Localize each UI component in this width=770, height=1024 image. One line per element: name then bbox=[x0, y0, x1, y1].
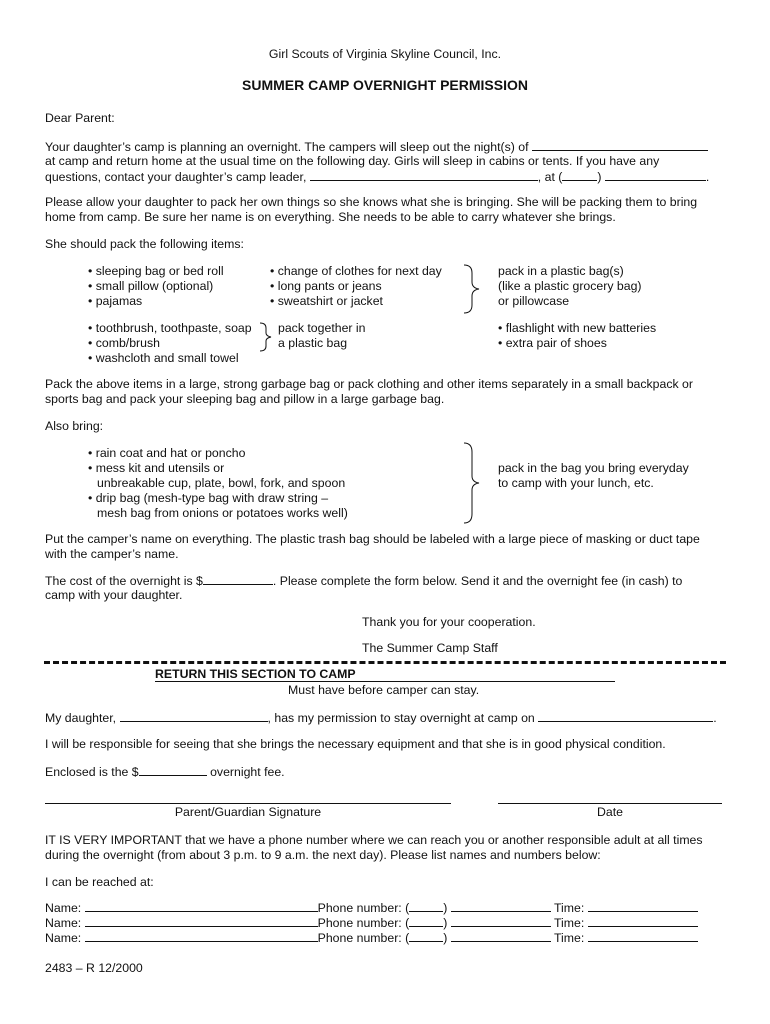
pack-intro: She should pack the following items: bbox=[45, 237, 244, 251]
p3-line1: Pack the above items in a large, strong garbage bag or pack clothing and other items separately in a small backpack or bbox=[45, 377, 693, 391]
contact-row bbox=[45, 900, 698, 916]
list-item: • flashlight with new batteries bbox=[498, 321, 657, 335]
phone-label: Phone number: ( bbox=[317, 916, 410, 930]
contact-row bbox=[45, 930, 698, 946]
area-code-field[interactable] bbox=[409, 900, 443, 912]
reached-label: I can be reached at: bbox=[45, 875, 154, 889]
p1-line1: Your daughter’s camp is planning an overnight. The campers will sleep out the night(s) of bbox=[45, 140, 529, 154]
cut-line-divider bbox=[44, 661, 726, 664]
time-field[interactable] bbox=[588, 930, 698, 942]
group1-note: (like a plastic grocery bag) bbox=[498, 279, 642, 293]
also-note: to camp with your lunch, etc. bbox=[498, 476, 654, 490]
enclosed-label: Enclosed is the $ bbox=[45, 765, 139, 779]
name-label: Name: bbox=[45, 931, 82, 945]
group1-note: or pillowcase bbox=[498, 294, 570, 308]
list-item: • extra pair of shoes bbox=[498, 336, 607, 350]
contact-name-field[interactable] bbox=[85, 900, 318, 912]
list-item: • pajamas bbox=[88, 294, 143, 308]
name-label: Name: bbox=[45, 901, 82, 915]
council-name: Girl Scouts of Virginia Skyline Council, Inc. bbox=[268, 47, 502, 61]
date-label: Date bbox=[597, 805, 623, 819]
p1-paren: ) bbox=[597, 170, 602, 184]
permission-period: . bbox=[713, 711, 717, 725]
important-line1: IT IS VERY IMPORTANT that we have a phone number where we can reach you or another responsible adult at all times bbox=[45, 833, 703, 847]
permission-text: , has my permission to stay overnight at camp on bbox=[267, 711, 535, 725]
area-code-field[interactable] bbox=[409, 915, 443, 927]
must-have-note: Must have before camper can stay. bbox=[288, 683, 480, 697]
right-brace-icon bbox=[259, 322, 275, 352]
signature-field[interactable] bbox=[45, 803, 451, 804]
phone-number-field[interactable] bbox=[451, 930, 551, 942]
overnight-dates-blank[interactable] bbox=[532, 139, 708, 151]
list-item: unbreakable cup, plate, bowl, fork, and spoon bbox=[97, 476, 346, 490]
also-note: pack in the bag you bring everyday bbox=[498, 461, 689, 475]
p5-cost-label: The cost of the overnight is $ bbox=[45, 574, 203, 588]
also-bring-heading: Also bring: bbox=[45, 419, 104, 433]
phone-paren: ) bbox=[443, 931, 448, 945]
list-item: • mess kit and utensils or bbox=[88, 461, 225, 475]
group1-note: pack in a plastic bag(s) bbox=[498, 264, 624, 278]
important-line2: during the overnight (from about 3 p.m. to 9 a.m. the next day). Please list names and numbers below: bbox=[45, 848, 601, 862]
p5-line2: camp with your daughter. bbox=[45, 588, 183, 602]
list-item: • small pillow (optional) bbox=[88, 279, 214, 293]
p5-line1-rest: . Please complete the form below. Send it and the overnight fee (in cash) to bbox=[272, 574, 683, 588]
phone-label: Phone number: ( bbox=[317, 901, 410, 915]
thanks: Thank you for your cooperation. bbox=[362, 615, 536, 629]
p2-line1: Please allow your daughter to pack her own things so she knows what she is bringing. She will be packing them to bring bbox=[45, 195, 698, 209]
p2-line2: home from camp. Be sure her name is on everything. She needs to be able to carry whatever she brings. bbox=[45, 210, 616, 224]
date-field[interactable] bbox=[498, 803, 722, 804]
list-item: mesh bag from onions or potatoes works well) bbox=[97, 506, 348, 520]
p4-line1: Put the camper’s name on everything. The plastic trash bag should be labeled with a large piece of masking or duct tape bbox=[45, 532, 700, 546]
enclosed-suffix: overnight fee. bbox=[210, 765, 285, 779]
p4-line2: with the camper’s name. bbox=[45, 547, 179, 561]
list-item: • rain coat and hat or poncho bbox=[88, 446, 246, 460]
daughter-label: My daughter, bbox=[45, 711, 117, 725]
daughter-name-field[interactable] bbox=[120, 710, 268, 722]
greeting: Dear Parent: bbox=[45, 111, 115, 125]
time-field[interactable] bbox=[588, 900, 698, 912]
p1-line2: at camp and return home at the usual time on the following day. Girls will sleep in cabins or tents. If you have any bbox=[45, 154, 660, 168]
right-brace-icon bbox=[462, 442, 482, 524]
list-item: • long pants or jeans bbox=[270, 279, 382, 293]
contact-name-field[interactable] bbox=[85, 930, 318, 942]
signoff: The Summer Camp Staff bbox=[362, 641, 498, 655]
overnight-cost-blank[interactable] bbox=[203, 573, 273, 585]
time-field[interactable] bbox=[588, 915, 698, 927]
p3-line2: sports bag and pack your sleeping bag and pillow in a large garbage bag. bbox=[45, 392, 445, 406]
name-label: Name: bbox=[45, 916, 82, 930]
list-item: • washcloth and small towel bbox=[88, 351, 239, 365]
group2-note: a plastic bag bbox=[278, 336, 348, 350]
list-item: • comb/brush bbox=[88, 336, 160, 350]
phone-number-field[interactable] bbox=[451, 915, 551, 927]
form-number: 2483 – R 12/2000 bbox=[45, 961, 143, 975]
return-title-underline bbox=[155, 681, 615, 682]
responsibility-statement: I will be responsible for seeing that she brings the necessary equipment and that she is in good physical condition. bbox=[45, 737, 666, 751]
return-section-title: RETURN THIS SECTION TO CAMP bbox=[155, 667, 356, 681]
phone-number-field[interactable] bbox=[451, 900, 551, 912]
overnight-date-field[interactable] bbox=[538, 710, 713, 722]
contact-name-field[interactable] bbox=[85, 915, 318, 927]
enclosed-fee-field[interactable] bbox=[139, 764, 207, 776]
contact-row bbox=[45, 915, 698, 931]
area-code-field[interactable] bbox=[409, 930, 443, 942]
time-label: Time: bbox=[553, 931, 585, 945]
p1-at: , at ( bbox=[537, 170, 563, 184]
time-label: Time: bbox=[553, 916, 585, 930]
list-item: • drip bag (mesh-type bag with draw string – bbox=[88, 491, 329, 505]
leader-area-code-blank[interactable] bbox=[562, 169, 597, 181]
p1-line3: questions, contact your daughter’s camp leader, bbox=[45, 170, 307, 184]
time-label: Time: bbox=[553, 901, 585, 915]
phone-paren: ) bbox=[443, 916, 448, 930]
camp-leader-blank[interactable] bbox=[310, 169, 538, 181]
page-title: SUMMER CAMP OVERNIGHT PERMISSION bbox=[242, 77, 528, 93]
group2-note: pack together in bbox=[278, 321, 366, 335]
leader-phone-blank[interactable] bbox=[605, 169, 706, 181]
p1-period: . bbox=[705, 170, 710, 184]
right-brace-icon bbox=[462, 264, 482, 314]
list-item: • toothbrush, toothpaste, soap bbox=[88, 321, 252, 335]
signature-label: Parent/Guardian Signature bbox=[174, 805, 322, 819]
list-item: • sweatshirt or jacket bbox=[270, 294, 383, 308]
list-item: • change of clothes for next day bbox=[270, 264, 442, 278]
phone-paren: ) bbox=[443, 901, 448, 915]
list-item: • sleeping bag or bed roll bbox=[88, 264, 224, 278]
phone-label: Phone number: ( bbox=[317, 931, 410, 945]
